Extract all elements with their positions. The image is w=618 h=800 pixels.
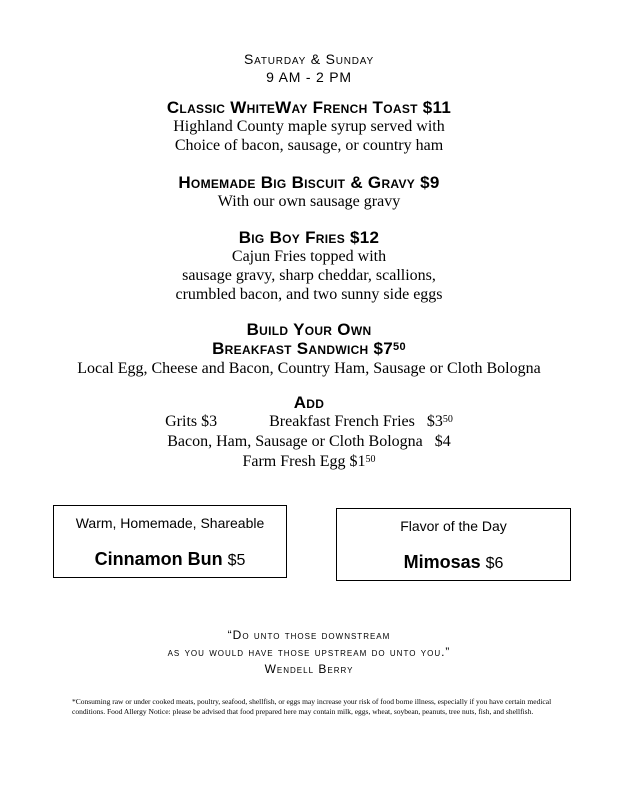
price-cents: 50 [442, 414, 453, 425]
item-description: Choice of bacon, sausage, or country ham [174, 137, 444, 154]
box-subtitle: Warm, Homemade, Shareable [75, 515, 265, 531]
quote-author: Wendell Berry [264, 662, 354, 676]
price-cents: 50 [393, 341, 406, 353]
hours-header [0, 50, 618, 86]
add-title: Add [293, 393, 325, 412]
item-description: sausage gravy, sharp cheddar, scallions, [182, 267, 436, 284]
add-grits: Grits $3 [165, 413, 218, 430]
menu-item-biscuit-gravy [0, 173, 618, 211]
add-row-egg [0, 452, 618, 472]
item-title-text: Breakfast Sandwich $7 [212, 339, 394, 358]
quote-line: as you would have those upstream do unto you.” [167, 645, 451, 659]
add-row-meats: Bacon, Ham, Sausage or Cloth Bologna $4 [167, 433, 451, 450]
item-description: Local Egg, Cheese and Bacon, Country Ham, Sausage or Cloth Bologna [77, 360, 541, 377]
box-item [337, 552, 570, 573]
item-description: Highland County maple syrup served with [173, 118, 445, 135]
box-subtitle: Flavor of the Day [400, 518, 507, 534]
add-ons-section [0, 393, 618, 472]
price-cents: 50 [365, 454, 376, 465]
special-box-cinnamon-bun [53, 505, 287, 578]
menu-item-french-toast [0, 98, 618, 155]
special-box-mimosas [336, 508, 571, 581]
box-item-price: $5 [227, 552, 246, 569]
item-description: crumbled bacon, and two sunny side eggs [175, 286, 443, 303]
item-title [0, 339, 618, 358]
menu-item-big-boy-fries [0, 228, 618, 304]
menu-item-breakfast-sandwich [0, 320, 618, 378]
item-title: Homemade Big Biscuit & Gravy $9 [178, 173, 440, 192]
box-item [54, 549, 286, 570]
item-title: Classic WhiteWay French Toast $11 [166, 98, 452, 117]
item-description: Cajun Fries topped with [231, 248, 387, 265]
box-item-name: Mimosas [403, 552, 481, 572]
item-title: Big Boy Fries $12 [238, 228, 380, 247]
hours-text: 9 AM - 2 PM [266, 69, 352, 85]
item-title: Build Your Own [246, 320, 372, 339]
food-safety-disclaimer: *Consuming raw or under cooked meats, poultry, seafood, shellfish, or eggs may increase your risk of food borne illness, especially if you have certain medical conditions. Food Allergy Notice: please be advised that food prepared here may contain milk, eggs, wheat, soybean, peanuts, tree nuts, fish, and shellfish. [72, 697, 552, 716]
quote-block [0, 627, 618, 678]
add-egg: Farm Fresh Egg $1 [242, 453, 366, 470]
quote-line: “Do unto those downstream [227, 628, 391, 642]
box-item-name: Cinnamon Bun [94, 549, 223, 569]
add-fries: Breakfast French Fries $3 [269, 413, 443, 430]
days-text: Saturday & Sunday [244, 51, 374, 67]
add-row-grits-fries [0, 412, 618, 432]
box-item-price: $6 [485, 555, 504, 572]
item-description: With our own sausage gravy [217, 193, 401, 210]
